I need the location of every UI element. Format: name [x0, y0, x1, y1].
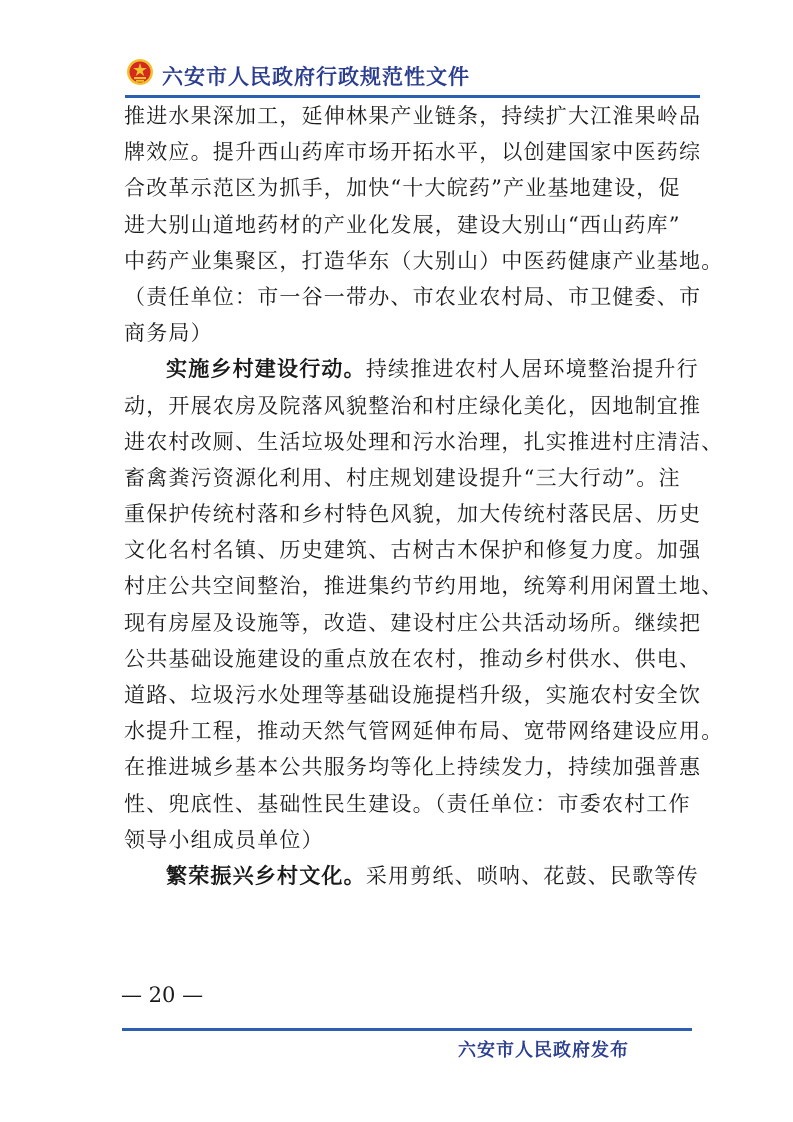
document-body — [124, 98, 724, 894]
body-line: （责任单位：市一谷一带办、市农业农村局、市卫健委、市 — [124, 284, 702, 309]
header-title: 六安市人民政府行政规范性文件 — [162, 65, 470, 89]
section-heading-rural-construction: 实施乡村建设行动。 — [166, 356, 366, 382]
body-line: 中药产业集聚区，打造华东（大别山）中医药健康产业基地。 — [124, 248, 724, 273]
body-line: 在推进城乡基本公共服务均等化上持续发力，持续加强普惠 — [124, 755, 702, 780]
document-header — [100, 44, 700, 94]
body-line: 现有房屋及设施等，改造、建设村庄公共活动场所。继续把 — [124, 610, 702, 635]
body-line: 商务局） — [124, 321, 213, 346]
body-line: 进大别山道地药材的产业化发展，建设大别山“西山药库” — [124, 212, 681, 237]
body-line: 动，开展农房及院落风貌整治和村庄绿化美化，因地制宜推 — [124, 393, 702, 418]
national-emblem-icon — [126, 58, 154, 86]
body-text-span: 持续推进农村人居环境整治提升行 — [365, 357, 699, 382]
section-heading-rural-culture: 繁荣振兴乡村文化。 — [166, 862, 366, 888]
footer-publisher: 六安市人民政府发布 — [458, 1040, 629, 1061]
body-line: 村庄公共空间整治，推进集约节约用地，统筹利用闲置土地、 — [124, 574, 724, 599]
body-line: 水提升工程，推动天然气管网延伸布局、宽带网络建设应用。 — [124, 719, 724, 744]
body-line: 性、兜底性、基础性民生建设。（责任单位：市委农村工作 — [124, 791, 691, 816]
body-line: 推进水果深加工，延伸林果产业链条，持续扩大江淮果岭品 — [124, 104, 702, 128]
body-line: 领导小组成员单位） — [124, 827, 324, 852]
body-line: 道路、垃圾污水处理等基础设施提档升级，实施农村安全饮 — [124, 683, 702, 707]
body-line: 进农村改厕、生活垃圾处理和污水治理，扎实推进村庄清洁、 — [124, 429, 724, 454]
paragraph-first-line — [124, 351, 699, 387]
body-line: 牌效应。提升西山药库市场开拓水平，以创建国家中医药综 — [124, 140, 702, 165]
footer-divider — [122, 1028, 692, 1031]
body-text-span: 采用剪纸、唢呐、花鼓、民歌等传 — [365, 863, 699, 888]
body-line: 合改革示范区为抓手，加快“十大皖药”产业基地建设，促 — [124, 176, 681, 201]
body-line: 公共基础设施建设的重点放在农村，推动乡村供水、供电、 — [124, 646, 702, 671]
body-line: 重保护传统村落和乡村特色风貌，加大传统村落民居、历史 — [124, 502, 702, 527]
page-number: — 20 — — [121, 983, 204, 1007]
body-line: 畜禽粪污资源化利用、村庄规划建设提升“三大行动”。注 — [124, 465, 681, 490]
body-line: 文化名村名镇、历史建筑、古树古木保护和修复力度。加强 — [124, 538, 702, 563]
paragraph-first-line — [124, 858, 699, 894]
